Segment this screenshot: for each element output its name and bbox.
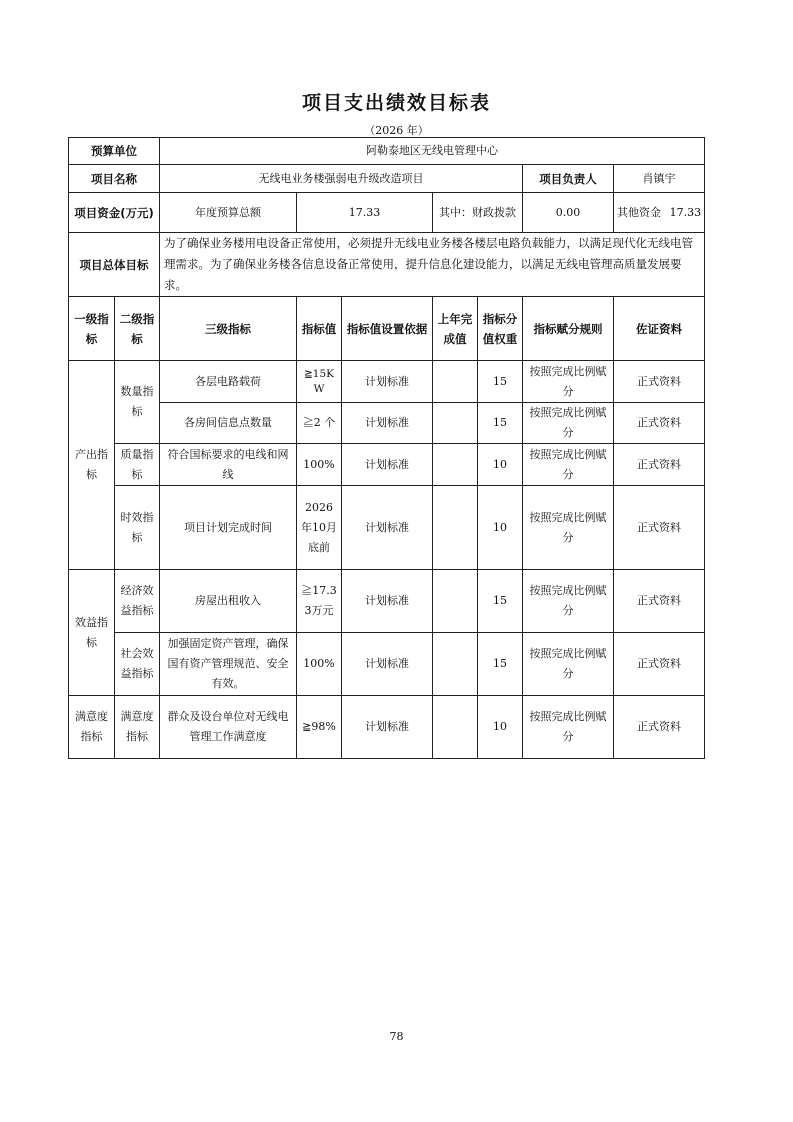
header-evidence: 佐证资料	[614, 297, 705, 361]
indicator: 各房间信息点数量	[160, 403, 297, 444]
project-name-row	[69, 165, 705, 193]
indicator-evidence: 正式资料	[614, 444, 705, 486]
other-funds-pair	[617, 203, 701, 223]
indicator-evidence: 正式资料	[614, 633, 705, 696]
indicator-basis: 计划标准	[342, 361, 433, 403]
owner-label: 项目负责人	[523, 165, 614, 193]
indicator-last	[433, 444, 478, 486]
indicator-value: ≧2 个	[297, 403, 342, 444]
document-title: 项目支出绩效目标表	[301, 92, 491, 114]
table-row	[69, 570, 705, 633]
table-row	[69, 361, 705, 403]
subgroup-social: 社会效益指标	[115, 633, 160, 696]
indicator-last	[433, 570, 478, 633]
indicator-rule: 按照完成比例赋分	[523, 486, 614, 570]
header-row	[69, 297, 705, 361]
indicator-weight: 15	[478, 403, 523, 444]
indicator-basis: 计划标准	[342, 696, 433, 759]
funds-label: 项目资金(万元)	[69, 193, 160, 233]
document-year: （2026 年）	[364, 124, 429, 137]
header-level1: 一级指标	[69, 297, 115, 361]
other-label	[614, 193, 705, 233]
table-row	[69, 444, 705, 486]
indicator-basis: 计划标准	[342, 403, 433, 444]
other-funds-label: 其他资金	[617, 205, 661, 219]
table-row	[69, 486, 705, 570]
indicator: 房屋出租收入	[160, 570, 297, 633]
indicator: 群众及设台单位对无线电管理工作满意度	[160, 696, 297, 759]
annual-total-value: 17.33	[297, 193, 433, 233]
indicator-evidence: 正式资料	[614, 403, 705, 444]
project-name-label: 项目名称	[69, 165, 160, 193]
indicator: 各层电路载荷	[160, 361, 297, 403]
header-weight: 指标分值权重	[478, 297, 523, 361]
indicator-value: 100%	[297, 444, 342, 486]
indicator-value: 2026年10月底前	[297, 486, 342, 570]
subgroup-quality: 质量指标	[115, 444, 160, 486]
indicator-last	[433, 486, 478, 570]
subgroup-economic: 经济效益指标	[115, 570, 160, 633]
goal-text: 为了确保业务楼用电设备正常使用，必须提升无线电业务楼各楼层电路负载能力，以满足现代化无线电管理需求。为了确保业务楼各信息设备正常使用，提升信息化建设能力，以满足无线电管理高质量发展要求。	[160, 233, 705, 297]
header-rule: 指标赋分规则	[523, 297, 614, 361]
header-last-year: 上年完成值	[433, 297, 478, 361]
indicator-weight: 15	[478, 633, 523, 696]
group-satisfaction: 满意度指标	[69, 696, 115, 759]
indicator-rule: 按照完成比例赋分	[523, 696, 614, 759]
goal-row	[69, 233, 705, 297]
indicator-value: ≧15KW	[297, 361, 342, 403]
indicator-basis: 计划标准	[342, 570, 433, 633]
indicator-evidence: 正式资料	[614, 696, 705, 759]
indicator-rule: 按照完成比例赋分	[523, 361, 614, 403]
table-row	[69, 696, 705, 759]
fiscal-label: 其中：财政拨款	[433, 193, 523, 233]
subgroup-satisfaction: 满意度指标	[115, 696, 160, 759]
indicator-evidence: 正式资料	[614, 570, 705, 633]
header-basis: 指标值设置依据	[342, 297, 433, 361]
indicator-evidence: 正式资料	[614, 361, 705, 403]
indicator-value: 100%	[297, 633, 342, 696]
indicator-rule: 按照完成比例赋分	[523, 570, 614, 633]
group-output: 产出指标	[69, 361, 115, 570]
indicator-basis: 计划标准	[342, 486, 433, 570]
owner-value: 肖镇宇	[614, 165, 705, 193]
table-row	[69, 633, 705, 696]
header-value: 指标值	[297, 297, 342, 361]
other-funds-value: 17.33	[669, 205, 702, 219]
indicator-weight: 10	[478, 696, 523, 759]
indicator-last	[433, 633, 478, 696]
indicator-rule: 按照完成比例赋分	[523, 633, 614, 696]
unit-row	[69, 138, 705, 165]
indicator: 项目计划完成时间	[160, 486, 297, 570]
annual-total-label-text: 年度预算总额	[195, 206, 261, 219]
indicator-value: ≧98%	[297, 696, 342, 759]
subgroup-timeliness: 时效指标	[115, 486, 160, 570]
goal-label: 项目总体目标	[69, 233, 160, 297]
unit-value: 阿勒泰地区无线电管理中心	[160, 138, 705, 165]
indicator: 符合国标要求的电线和网线	[160, 444, 297, 486]
funds-row	[69, 193, 705, 233]
group-benefit: 效益指标	[69, 570, 115, 696]
indicator-weight: 10	[478, 444, 523, 486]
indicator-weight: 15	[478, 361, 523, 403]
indicator-weight: 15	[478, 570, 523, 633]
indicator-last	[433, 696, 478, 759]
indicator-rule: 按照完成比例赋分	[523, 403, 614, 444]
annual-total-label	[160, 193, 297, 233]
indicator-last	[433, 361, 478, 403]
unit-label: 预算单位	[69, 138, 160, 165]
project-name-value: 无线电业务楼强弱电升级改造项目	[160, 165, 523, 193]
subgroup-quantity: 数量指标	[115, 361, 160, 444]
indicator-last	[433, 403, 478, 444]
fiscal-value: 0.00	[523, 193, 614, 233]
table-row	[69, 403, 705, 444]
page-number: 78	[389, 1030, 404, 1043]
indicator-value: ≧17.33万元	[297, 570, 342, 633]
indicator-evidence: 正式资料	[614, 486, 705, 570]
indicator-weight: 10	[478, 486, 523, 570]
header-level2: 二级指标	[115, 297, 160, 361]
performance-table	[68, 137, 704, 759]
header-level3: 三级指标	[160, 297, 297, 361]
indicator-basis: 计划标准	[342, 444, 433, 486]
indicator: 加强固定资产管理，确保国有资产管理规范、安全有效。	[160, 633, 297, 696]
indicator-basis: 计划标准	[342, 633, 433, 696]
indicator-rule: 按照完成比例赋分	[523, 444, 614, 486]
